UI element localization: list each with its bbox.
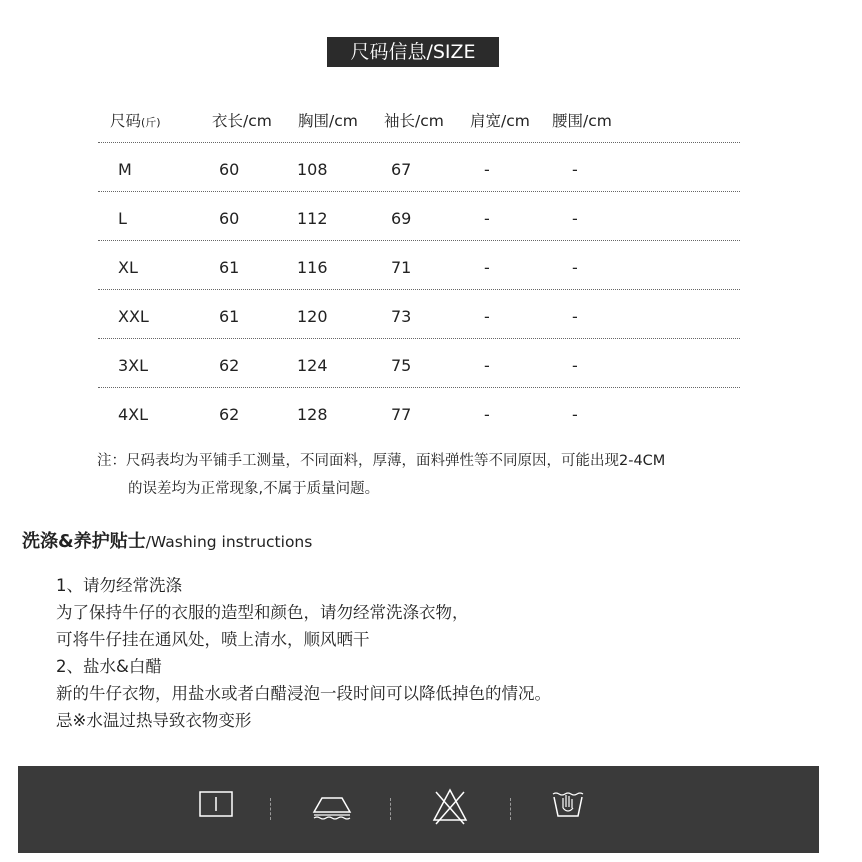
cell-shoulder: -: [484, 258, 490, 277]
cell-size: L: [118, 209, 127, 228]
cell-shoulder: -: [484, 160, 490, 179]
washing-line: 可将牛仔挂在通风处，喷上清水，顺风晒干: [56, 630, 370, 649]
care-symbols-bar: [18, 766, 819, 853]
washing-line: 1、请勿经常洗涤: [56, 576, 182, 595]
cell-chest: 124: [297, 356, 328, 375]
cell-sleeve: 71: [391, 258, 412, 277]
cell-waist: -: [572, 209, 578, 228]
table-header: [98, 100, 740, 143]
measurement-note: [97, 447, 665, 503]
note-line-1: 注：尺码表均为平铺手工测量，不同面料，厚薄，面料弹性等不同原因，可能出现2-4CM: [97, 453, 666, 469]
cell-size: 4XL: [118, 405, 149, 424]
cell-waist: -: [572, 160, 578, 179]
cell-chest: 112: [297, 209, 328, 228]
cell-chest: 128: [297, 405, 328, 424]
separator: [510, 798, 511, 820]
washing-line: 2、盐水&白醋: [56, 657, 162, 676]
header-waist: 腰围/cm: [552, 112, 612, 130]
cell-length: 61: [219, 258, 240, 277]
washing-heading-en: /Washing instructions: [145, 533, 313, 551]
washing-heading-cn: 洗涤&养护贴士: [22, 531, 146, 552]
washing-line: 为了保持牛仔的衣服的造型和颜色，请勿经常洗涤衣物，: [56, 603, 469, 622]
cell-size: XXL: [118, 307, 149, 326]
table-row: [98, 143, 740, 192]
cell-waist: -: [572, 307, 578, 326]
cell-shoulder: -: [484, 356, 490, 375]
header-chest: 胸围/cm: [298, 112, 358, 130]
size-title: 尺码信息/SIZE: [327, 37, 499, 67]
note-line-2: 的误差均为正常现象,不属于质量问题。: [128, 481, 380, 497]
cell-length: 62: [219, 405, 240, 424]
cell-size: M: [118, 160, 132, 179]
cell-size: 3XL: [118, 356, 149, 375]
separator: [390, 798, 391, 820]
header-shoulder: 肩宽/cm: [470, 112, 530, 130]
cell-length: 60: [219, 160, 240, 179]
cell-chest: 116: [297, 258, 328, 277]
washing-heading: [22, 527, 312, 553]
table-row: [98, 241, 740, 290]
cell-shoulder: -: [484, 307, 490, 326]
tumble-dry-icon: [198, 786, 234, 822]
cell-chest: 120: [297, 307, 328, 326]
table-row: [98, 388, 740, 436]
iron-low-icon: [310, 786, 354, 822]
cell-length: 62: [219, 356, 240, 375]
cell-sleeve: 77: [391, 405, 412, 424]
cell-waist: -: [572, 405, 578, 424]
cell-sleeve: 75: [391, 356, 412, 375]
table-row: [98, 290, 740, 339]
cell-shoulder: -: [484, 405, 490, 424]
do-not-bleach-icon: [432, 786, 468, 826]
header-length: 衣长/cm: [212, 112, 272, 130]
cell-sleeve: 73: [391, 307, 412, 326]
cell-length: 60: [219, 209, 240, 228]
cell-length: 61: [219, 307, 240, 326]
cell-size: XL: [118, 258, 138, 277]
separator: [270, 798, 271, 820]
washing-instructions: [56, 572, 551, 734]
cell-shoulder: -: [484, 209, 490, 228]
cell-waist: -: [572, 356, 578, 375]
header-size: 尺码(斤): [110, 112, 161, 130]
table-row: [98, 339, 740, 388]
size-table: [98, 100, 740, 436]
cell-sleeve: 69: [391, 209, 412, 228]
cell-chest: 108: [297, 160, 328, 179]
washing-line: 新的牛仔衣物，用盐水或者白醋浸泡一段时间可以降低掉色的情况。: [56, 684, 551, 703]
cell-waist: -: [572, 258, 578, 277]
header-sleeve: 袖长/cm: [384, 112, 444, 130]
hand-wash-icon: [550, 786, 586, 822]
cell-sleeve: 67: [391, 160, 412, 179]
table-row: [98, 192, 740, 241]
washing-line: 忌※水温过热导致衣物变形: [56, 711, 252, 730]
